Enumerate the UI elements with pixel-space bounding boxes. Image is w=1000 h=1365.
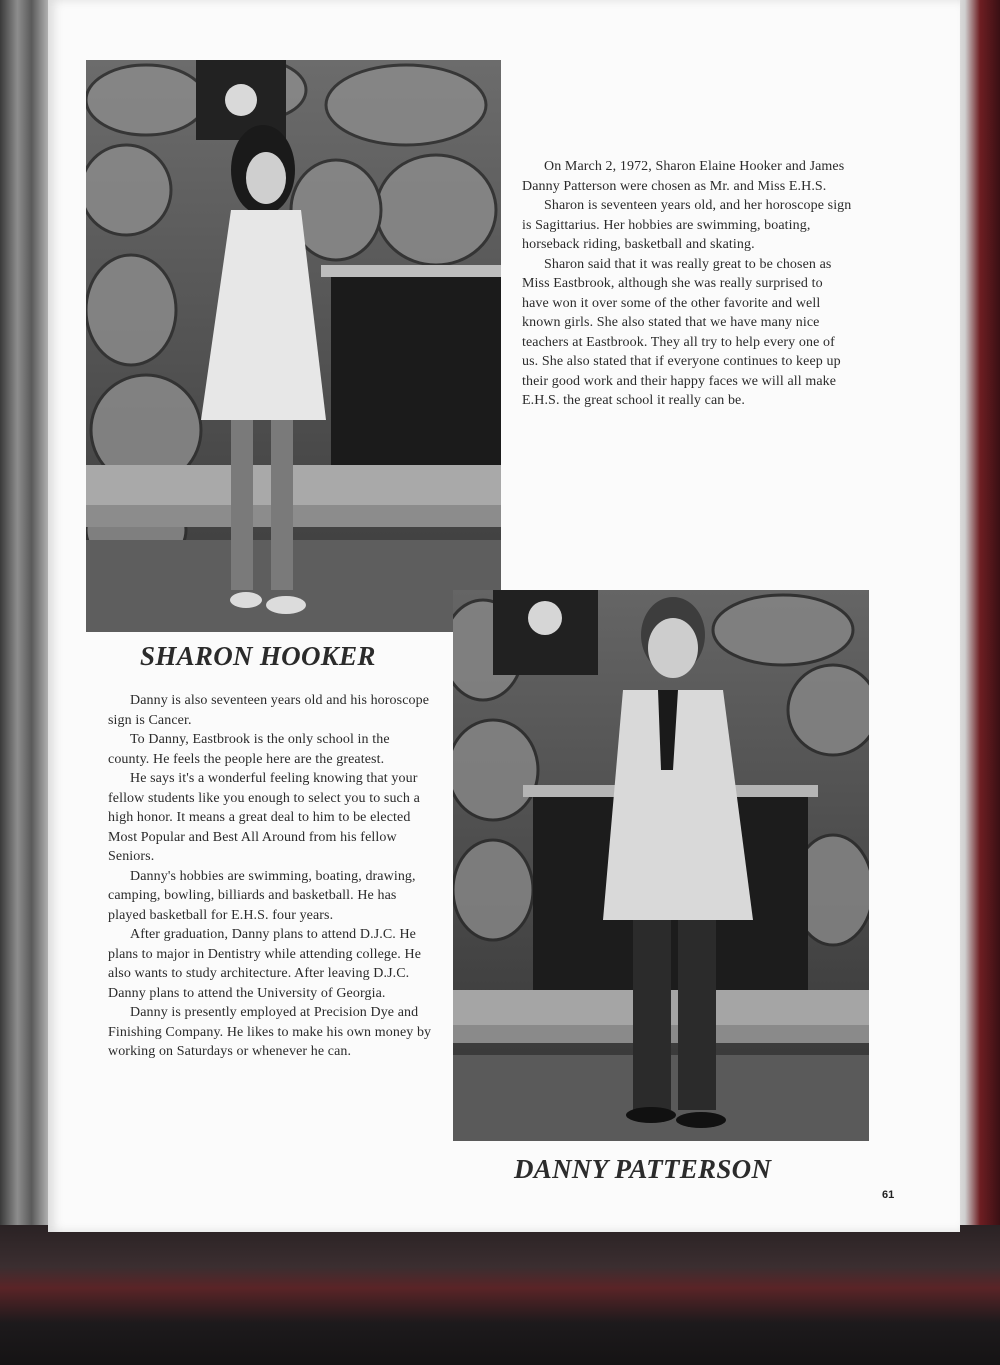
danny-paragraph: To Danny, Eastbrook is the only school in the county. He feels the people here are the greatest. <box>108 732 390 767</box>
background-table-surface <box>0 1225 1000 1365</box>
photo-sharon-hooker <box>86 60 501 632</box>
sharon-story-text <box>522 157 852 411</box>
sharon-name-heading: SHARON HOOKER <box>140 641 376 671</box>
sharon-paragraph: Sharon is seventeen years old, and her horoscope sign is Sagittarius. Her hobbies are swimming, boating, horseback riding, basketball and skating. <box>522 198 852 252</box>
sharon-paragraph: Sharon said that it was really great to be chosen as Miss Eastbrook, although she was really surprised to have won it over some of the other favorite and well known girls. She also stated that we have many nice teachers at Eastbrook. They all try to help every one of us. She also stated that if everyone continues to keep up their good work and their happy faces we will all make E.H.S. the great school it really can be. <box>522 256 841 408</box>
photo-sharon-image <box>86 60 501 632</box>
danny-paragraph: He says it's a wonderful feeling knowing that your fellow students like you enough to select you to such a high honor. It means a great deal to him to be elected Most Popular and Best All Around from his fellow Seniors. <box>108 771 420 864</box>
danny-paragraph: After graduation, Danny plans to attend D.J.C. He plans to major in Dentistry while attending college. He also wants to study architecture. After leaving D.J.C. Danny plans to attend the University of Georgia. <box>108 927 422 1001</box>
photo-danny-patterson <box>453 590 869 1141</box>
danny-name-heading: DANNY PATTERSON <box>514 1154 772 1184</box>
sharon-paragraph: On March 2, 1972, Sharon Elaine Hooker and James Danny Patterson were chosen as Mr. and Miss E.H.S. <box>522 159 845 194</box>
danny-paragraph: Danny's hobbies are swimming, boating, drawing, camping, bowling, billiards and basketball. He has played basketball for E.H.S. four years. <box>108 868 416 923</box>
danny-paragraph: Danny is presently employed at Precision Dye and Finishing Company. He likes to make his own money by working on Saturdays or whenever he can. <box>108 1005 432 1059</box>
danny-paragraph: Danny is also seventeen years old and his horoscope sign is Cancer. <box>108 693 430 728</box>
page-number: 61 <box>882 1189 895 1201</box>
photo-danny-image <box>453 590 869 1141</box>
danny-story-text <box>108 691 434 1062</box>
